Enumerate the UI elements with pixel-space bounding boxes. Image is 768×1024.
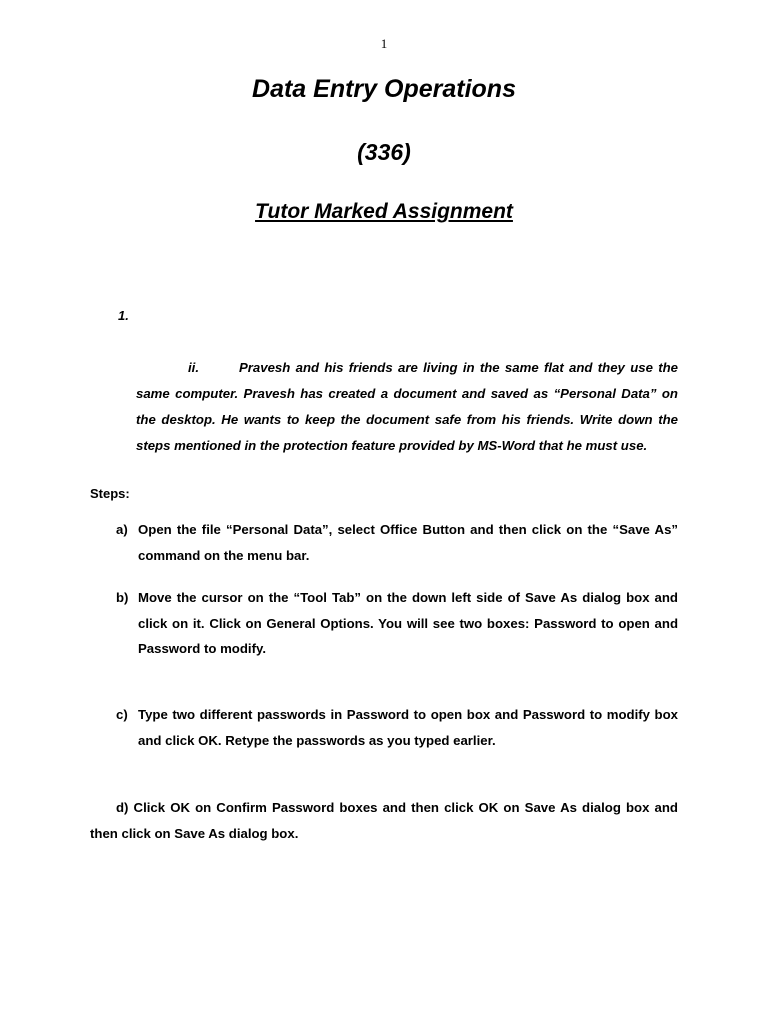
question-text: Pravesh and his friends are living in the same flat and they use the same computer. Pravesh has created a document and saved as “Personal Data” on the desktop. He wants to keep the document safe from his friends. Write down the steps mentioned in the protection feature provided by MS-Word that he must use. [136, 360, 678, 453]
step-text-a: Open the file “Personal Data”, select Office Button and then click on the “Save As” command on the menu bar. [138, 522, 678, 564]
step-marker-c: c) [116, 706, 128, 722]
step-item-a [90, 517, 678, 568]
step-text-c: Type two different passwords in Password to open box and Password to modify box and click OK. Retype the passwords as you typed earlier. [138, 706, 678, 748]
step-item-c [90, 702, 678, 753]
question-number: 1. [118, 308, 129, 324]
page-number: 1 [380, 36, 388, 51]
step-text-b: Move the cursor on the “Tool Tab” on the down left side of Save As dialog box and click on it. Click on General Options. You will see two boxes: Password to open and Password to modify. [138, 589, 678, 657]
step-marker-b: b) [116, 589, 129, 605]
steps-label: Steps: [90, 486, 130, 502]
question-body [90, 355, 678, 458]
question-roman-marker: ii. [188, 360, 199, 376]
step-item-b [90, 585, 678, 662]
document-heading-text: Tutor Marked Assignment [255, 200, 513, 224]
step-marker-a: a) [116, 522, 128, 538]
document-heading [90, 199, 678, 224]
document-title: Data Entry Operations [252, 74, 516, 103]
step-item-d: d) Click OK on Confirm Password boxes and then click OK on Save As dialog box and then click on Save As dialog box. [90, 800, 678, 842]
document-subtitle: (336) [357, 138, 411, 165]
